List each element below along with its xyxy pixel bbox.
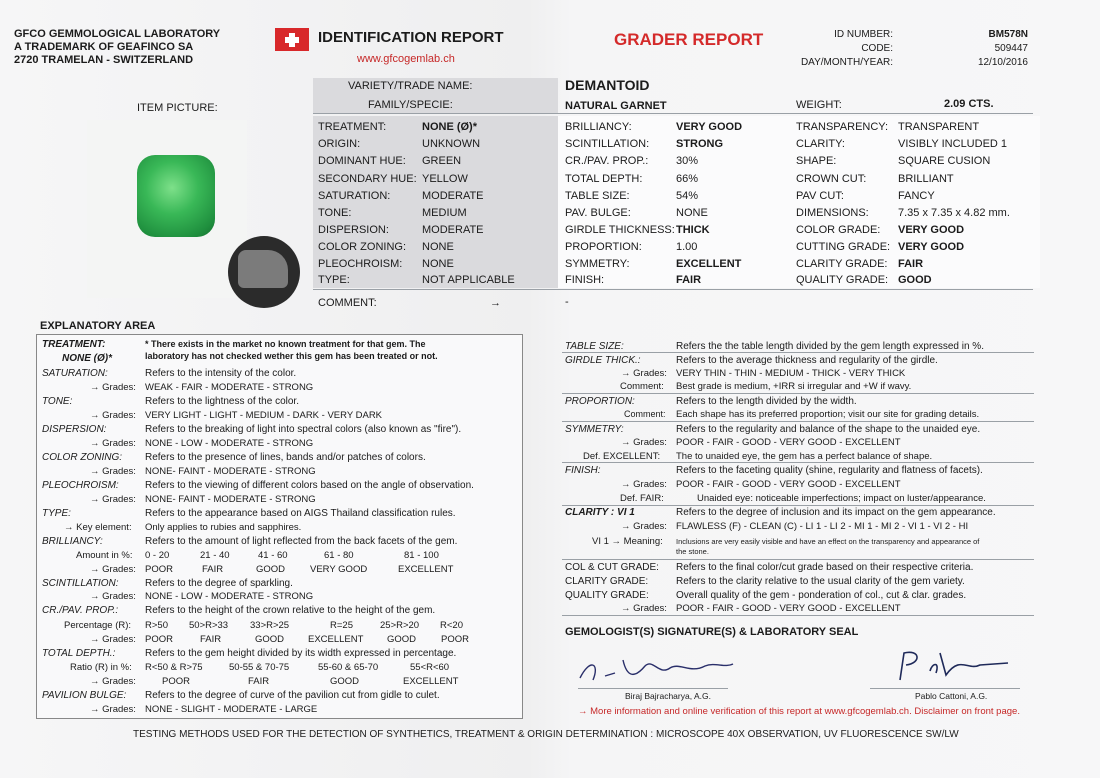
lab-address: 2720 TRAMELAN - SWITZERLAND — [14, 54, 194, 66]
clarity-grade-label: CLARITY GRADE: — [796, 258, 888, 270]
lab-header — [14, 28, 220, 67]
divider — [562, 505, 1034, 506]
key-element-label: → Key element: — [64, 522, 132, 533]
exp-scint-grades: NONE - LOW - MODERATE - STRONG — [145, 591, 314, 602]
dominant-hue-value: GREEN — [422, 155, 462, 167]
grades-label: → Grades: — [90, 494, 136, 505]
signature-line-2 — [870, 688, 1020, 689]
exp-pleo-text: Refers to the viewing of different colors based on the angle of observation. — [145, 480, 474, 491]
type-value: NOT APPLICABLE — [422, 274, 515, 286]
proportion-label: PROPORTION: — [565, 241, 642, 253]
brill-grade: GOOD — [256, 564, 286, 575]
def-fair-label: Def. FAIR: — [620, 493, 664, 504]
dimensions-label: DIMENSIONS: — [796, 207, 869, 219]
divider — [562, 393, 1034, 394]
type-label: TYPE: — [318, 274, 350, 286]
rexp-girdle-comment: Best grade is medium, +IRR si irregular and +W if wavy. — [676, 381, 912, 392]
verification-note[interactable]: → More information and online verification of this report at www.gfcogemlab.ch. Disclaimer on front page. — [578, 706, 1020, 717]
rexp-finish-text: Refers to the faceting quality (shine, regularity and flatness of facets). — [676, 465, 983, 476]
girdle-value: THICK — [676, 224, 710, 236]
clarity-grade-value: FAIR — [898, 258, 924, 270]
origin-value: UNKNOWN — [422, 138, 481, 150]
total-depth-label: TOTAL DEPTH: — [565, 173, 643, 185]
crpav-pct: R=25 — [330, 620, 353, 631]
rexp-clargrade-label: CLARITY GRADE: — [565, 576, 649, 587]
signatures-heading: GEMOLOGIST(S) SIGNATURE(S) & LABORATORY SEAL — [565, 626, 859, 638]
color-zoning-value: NONE — [422, 241, 454, 253]
family-value: NATURAL GARNET — [565, 100, 667, 112]
divider — [313, 289, 1033, 290]
cutting-grade-label: CUTTING GRADE: — [796, 241, 891, 253]
report-title: IDENTIFICATION REPORT — [318, 29, 504, 46]
exp-type-label: TYPE: — [42, 508, 71, 519]
website-link[interactable]: www.gfcogemlab.ch — [357, 53, 455, 65]
grades-label: → Grades: — [90, 410, 136, 421]
exp-dispersion-grades: NONE - LOW - MODERATE - STRONG — [145, 438, 314, 449]
exp-pleo-grades: NONE- FAINT - MODERATE - STRONG — [145, 494, 316, 505]
grades-label: → Grades: — [90, 438, 136, 449]
saturation-label: SATURATION: — [318, 190, 391, 202]
grades-label: → Grades: — [90, 564, 136, 575]
finish-value: FAIR — [676, 274, 702, 286]
divider — [562, 421, 1034, 422]
crown-cut-label: CROWN CUT: — [796, 173, 867, 185]
grades-label: → Grades: — [621, 603, 667, 614]
girdle-label: GIRDLE THICKNESS: — [565, 224, 675, 236]
crpav-grade: GOOD — [387, 634, 417, 645]
grades-label: → Grades: — [621, 479, 667, 490]
grades-label: → Grades: — [621, 521, 667, 532]
color-grade-label: COLOR GRADE: — [796, 224, 881, 236]
def-excellent-label: Def. EXCELLENT: — [583, 451, 661, 462]
origin-label: ORIGIN: — [318, 138, 361, 150]
rexp-colcut-label: COL & CUT GRADE: — [565, 562, 659, 573]
divider — [313, 113, 1033, 114]
signature-2 — [890, 645, 1010, 687]
id-values — [960, 28, 1028, 70]
exp-depth-text: Refers to the gem height divided by its width expressed in percentage. — [145, 648, 457, 659]
clarity-value: VISIBLY INCLUDED 1 — [898, 138, 1008, 150]
exp-tone-text: Refers to the lightness of the color. — [145, 396, 299, 407]
divider — [562, 615, 1034, 616]
explanatory-heading: EXPLANATORY AREA — [40, 320, 156, 332]
exp-zoning-grades: NONE- FAINT - MODERATE - STRONG — [145, 466, 316, 477]
rexp-finish-label: FINISH: — [565, 465, 601, 476]
crpav-pct: 50>R>33 — [189, 620, 229, 631]
rexp-sym-label: SYMMETRY: — [565, 424, 624, 435]
rexp-table-text: Refers the the table length divided by the gem length expressed in %. — [676, 341, 984, 352]
exp-dispersion-text: Refers to the breaking of light into spectral colors (also known as "fire"). — [145, 424, 462, 435]
lab-trademark: A TRADEMARK OF GEAFINCO SA — [14, 41, 194, 53]
shape-label: SHAPE: — [796, 155, 837, 167]
rexp-sym-grades: POOR - FAIR - GOOD - VERY GOOD - EXCELLENT — [676, 437, 901, 448]
rexp-prop-text: Refers to the length divided by the width. — [676, 396, 857, 407]
crpav-grade: POOR — [145, 634, 173, 645]
divider — [562, 559, 1034, 560]
exp-treatment-text2: laboratory has not checked wether this gem has been treated or not. — [145, 351, 438, 361]
exp-brilliancy-label: BRILLIANCY: — [42, 536, 103, 547]
date-label: DAY/MONTH/YEAR: — [800, 57, 893, 68]
crpav-grade: GOOD — [255, 634, 285, 645]
gem-image — [137, 155, 215, 237]
grades-label: → Grades: — [90, 382, 136, 393]
grades-label: → Grades: — [90, 676, 136, 687]
tone-value: MEDIUM — [422, 207, 467, 219]
crpav-grade: POOR — [441, 634, 469, 645]
finish-label: FINISH: — [565, 274, 605, 286]
comment-label: COMMENT: — [318, 297, 377, 309]
comment-value: - — [565, 296, 569, 308]
dominant-hue-label: DOMINANT HUE: — [318, 155, 406, 167]
rexp-meaning-1: Inclusions are very easily visible and have an effect on the transparency and appearance of — [676, 537, 980, 546]
scintillation-label: SCINTILLATION: — [565, 138, 650, 150]
item-picture-label: ITEM PICTURE: — [137, 102, 218, 114]
id-number-label: ID NUMBER: — [834, 29, 893, 40]
exp-scint-text: Refers to the degree of sparkling. — [145, 578, 293, 589]
table-size-value: 54% — [676, 190, 699, 202]
signer-1: Biraj Bajracharya, A.G. — [625, 691, 711, 701]
secondary-hue-label: SECONDARY HUE: — [318, 173, 417, 185]
pleochroism-label: PLEOCHROISM: — [318, 258, 403, 270]
grades-label: → Grades: — [90, 591, 136, 602]
crpav-pct: R>50 — [145, 620, 168, 631]
exp-saturation-grades: WEAK - FAIR - MODERATE - STRONG — [145, 382, 314, 393]
exp-saturation-text: Refers to the intensity of the color. — [145, 368, 297, 379]
rexp-quality-label: QUALITY GRADE: — [565, 590, 649, 601]
exp-bulge-text: Refers to the degree of curve of the pavilion cut from gidle to culet. — [145, 690, 440, 701]
grades-label: → Grades: — [90, 704, 136, 715]
treatment-value: NONE (Ø)* — [422, 121, 477, 133]
crpav-pct: 25>R>20 — [380, 620, 420, 631]
brill-grade: POOR — [145, 564, 173, 575]
color-grade-value: VERY GOOD — [898, 224, 965, 236]
dimensions-value: 7.35 x 7.35 x 4.82 mm. — [898, 207, 1010, 219]
rexp-table-label: TABLE SIZE: — [565, 341, 624, 352]
depth-ratio: R<50 & R>75 — [145, 662, 203, 673]
exp-key-text: Only applies to rubies and sapphires. — [145, 522, 302, 533]
rexp-clarity-text: Refers to the degree of inclusion and its impact on the gem appearance. — [676, 507, 996, 518]
brill-grade: VERY GOOD — [310, 564, 368, 575]
depth-grade: EXCELLENT — [403, 676, 459, 687]
total-depth-value: 66% — [676, 173, 699, 185]
shape-value: SQUARE CUSION — [898, 155, 991, 167]
depth-ratio: 55-60 & 65-70 — [318, 662, 379, 673]
depth-ratio: 50-55 & 70-75 — [229, 662, 290, 673]
rexp-girdle-label: GIRDLE THICK.: — [565, 355, 641, 366]
id-labels — [800, 28, 893, 70]
grades-label: → Grades: — [621, 437, 667, 448]
exp-dispersion-label: DISPERSION: — [42, 424, 107, 435]
swiss-flag-icon — [275, 28, 309, 51]
variety-value: DEMANTOID — [565, 77, 650, 93]
comment-sub-label: Comment: — [624, 409, 666, 419]
pav-bulge-value: NONE — [676, 207, 708, 219]
rexp-def-excellent: The to unaided eye, the gem has a perfect balance of shape. — [676, 451, 933, 462]
pav-cut-label: PAV CUT: — [796, 190, 844, 202]
exp-depth-label: TOTAL DEPTH.: — [42, 648, 116, 659]
signature-1 — [575, 648, 735, 688]
rexp-quality-grades: POOR - FAIR - GOOD - VERY GOOD - EXCELLENT — [676, 603, 901, 614]
exp-bulge-label: PAVILION BULGE: — [42, 690, 127, 701]
rexp-colcut-text: Refers to the final color/cut grade based on their respective criteria. — [676, 562, 974, 573]
depth-grade: GOOD — [330, 676, 360, 687]
lab-name: GFCO GEMMOLOGICAL LABORATORY — [14, 28, 221, 40]
meaning-label: VI 1 → Meaning: — [592, 536, 663, 547]
grades-label: → Grades: — [90, 634, 136, 645]
depth-grade: POOR — [162, 676, 190, 687]
quality-grade-label: QUALITY GRADE: — [796, 274, 889, 286]
symmetry-label: SYMMETRY: — [565, 258, 630, 270]
pleochroism-value: NONE — [422, 258, 454, 270]
transparency-value: TRANSPARENT — [898, 121, 980, 133]
brill-amount: 41 - 60 — [258, 550, 288, 561]
scintillation-value: STRONG — [676, 138, 724, 150]
brilliancy-value: VERY GOOD — [676, 121, 743, 133]
color-zoning-label: COLOR ZONING: — [318, 241, 407, 253]
grades-label: → Grades: — [90, 466, 136, 477]
rexp-sym-text: Refers to the regularity and balance of the shape to the unaided eye. — [676, 424, 981, 435]
code-value: 509447 — [994, 43, 1028, 54]
rexp-meaning-2: the stone. — [676, 547, 709, 556]
secondary-hue-value: YELLOW — [422, 173, 468, 185]
grades-label: → Grades: — [621, 368, 667, 379]
quality-grade-value: GOOD — [898, 274, 932, 286]
footer-testing-methods: TESTING METHODS USED FOR THE DETECTION OF SYNTHETICS, TREATMENT & ORIGIN DETERMINATION : MICROSCOPE 40X OBSERVATION, UV FLUORESCENCE SW/LW — [133, 729, 959, 740]
table-size-label: TABLE SIZE: — [565, 190, 630, 202]
code-label: CODE: — [861, 43, 893, 54]
grader-report-title: GRADER REPORT — [614, 30, 764, 49]
variety-label: VARIETY/TRADE NAME: — [348, 80, 473, 92]
crpav-pct: R<20 — [440, 620, 463, 631]
divider — [562, 462, 1034, 463]
symmetry-value: EXCELLENT — [676, 258, 742, 270]
brill-amount: 61 - 80 — [324, 550, 354, 561]
brill-grade: FAIR — [202, 564, 224, 575]
exp-tone-label: TONE: — [42, 396, 73, 407]
signer-2: Pablo Cattoni, A.G. — [915, 691, 988, 701]
exp-treatment-sub: NONE (Ø)* — [62, 353, 112, 364]
exp-zoning-text: Refers to the presence of lines, bands and/or patches of colors. — [145, 452, 426, 463]
signature-line-1 — [578, 688, 728, 689]
treatment-label: TREATMENT: — [318, 121, 387, 133]
depth-ratio: 55<R<60 — [410, 662, 450, 673]
brill-amount: 81 - 100 — [404, 550, 439, 561]
pav-bulge-label: PAV. BULGE: — [565, 207, 631, 219]
comment-arrow: → — [490, 297, 501, 309]
proportion-value: 1.00 — [676, 241, 698, 253]
rexp-clarity-label: CLARITY : VI 1 — [565, 507, 635, 518]
saturation-value: MODERATE — [422, 190, 484, 202]
rexp-def-fair: Unaided eye: noticeable imperfections; impact on luster/appearance. — [697, 493, 986, 504]
tone-label: TONE: — [318, 207, 352, 219]
crpav-label: CR./PAV. PROP.: — [565, 155, 649, 167]
ratio-label: Ratio (R) in %: — [70, 662, 132, 673]
clarity-label: CLARITY: — [796, 138, 845, 150]
rexp-prop-label: PROPORTION: — [565, 396, 635, 407]
id-number: BM578N — [988, 29, 1028, 40]
pav-cut-value: FANCY — [898, 190, 935, 202]
rexp-girdle-grades: VERY THIN - THIN - MEDIUM - THICK - VERY THICK — [676, 368, 906, 379]
brill-amount: 21 - 40 — [200, 550, 230, 561]
cutting-grade-value: VERY GOOD — [898, 241, 965, 253]
rexp-girdle-text: Refers to the average thickness and regularity of the girdle. — [676, 355, 938, 366]
family-label: FAMILY/SPECIE: — [368, 99, 453, 111]
exp-tone-grades: VERY LIGHT - LIGHT - MEDIUM - DARK - VERY DARK — [145, 410, 383, 421]
exp-zoning-label: COLOR ZONING: — [42, 452, 123, 463]
depth-grade: FAIR — [248, 676, 270, 687]
date-value: 12/10/2016 — [977, 57, 1028, 68]
dispersion-value: MODERATE — [422, 224, 484, 236]
exp-scint-label: SCINTILLATION: — [42, 578, 119, 589]
crpav-value: 30% — [676, 155, 699, 167]
rexp-finish-grades: POOR - FAIR - GOOD - VERY GOOD - EXCELLENT — [676, 479, 901, 490]
dispersion-label: DISPERSION: — [318, 224, 389, 236]
transparency-label: TRANSPARENCY: — [796, 121, 889, 133]
crpav-pct: 33>R>25 — [250, 620, 290, 631]
percentage-label: Percentage (R): — [64, 620, 132, 631]
elephant-icon — [238, 250, 288, 288]
exp-saturation-label: SATURATION: — [42, 368, 108, 379]
comment-sub-label: Comment: — [620, 381, 664, 392]
exp-crpav-label: CR./PAV. PROP.: — [42, 605, 119, 616]
exp-bulge-grades: NONE - SLIGHT - MODERATE - LARGE — [145, 704, 318, 715]
exp-treatment-label: TREATMENT: — [42, 339, 106, 350]
rexp-clargrade-text: Refers to the clarity relative to the usual clarity of the gem variety. — [676, 576, 965, 587]
brill-grade: EXCELLENT — [398, 564, 454, 575]
weight-label: WEIGHT: — [796, 99, 842, 111]
divider — [562, 352, 1034, 353]
weight-value: 2.09 CTS. — [944, 98, 994, 110]
brill-amount: 0 - 20 — [145, 550, 170, 561]
rexp-clarity-grades: FLAWLESS (F) - CLEAN (C) - LI 1 - LI 2 - MI 1 - MI 2 - VI 1 - VI 2 - HI — [676, 521, 969, 532]
exp-treatment-text1: * There exists in the market no known treatment for that gem. The — [145, 339, 426, 349]
brilliancy-label: BRILLIANCY: — [565, 121, 632, 133]
crown-cut-value: BRILLIANT — [898, 173, 954, 185]
amount-label: Amount in %: — [76, 550, 133, 561]
exp-type-text: Refers to the appearance based on AIGS Thailand classification rules. — [145, 508, 456, 519]
crpav-grade: EXCELLENT — [308, 634, 364, 645]
exp-pleo-label: PLEOCHROISM: — [42, 480, 119, 491]
crpav-grade: FAIR — [200, 634, 222, 645]
rexp-prop-comment: Each shape has its preferred proportion; visit our site for grading details. — [676, 409, 980, 420]
exp-brilliancy-text: Refers to the amount of light reflected from the back facets of the gem. — [145, 536, 458, 547]
exp-crpav-text: Refers to the height of the crown relative to the height of the gem. — [145, 605, 436, 616]
rexp-quality-text: Overall quality of the gem - ponderation of col., cut & clar. grades. — [676, 590, 967, 601]
